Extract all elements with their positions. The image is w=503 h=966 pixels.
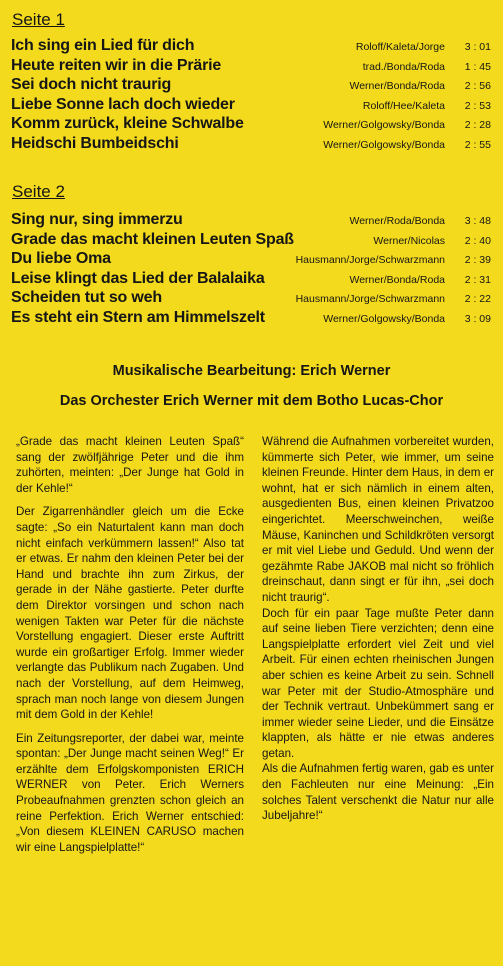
track-composers: Roloff/Hee/Kaleta	[362, 99, 445, 112]
track-row	[11, 96, 491, 116]
track-title: Sei doch nicht traurig	[11, 76, 172, 94]
track-composers: trad./Bonda/Roda	[362, 60, 445, 73]
track-row	[11, 57, 491, 77]
track-duration: 2 : 56	[464, 80, 491, 93]
track-composers: Werner/Golgowsky/Bonda	[323, 138, 445, 151]
track-title: Heidschi Bumbeidschi	[11, 134, 179, 152]
liner-paragraph: Doch für ein paar Tage mußte Peter dann auf seine lieben Tiere verzichten; denn eine Langspielplatte erfordert viel Zeit und viel Arbeit. Für einen echten rheinischen Jungen aber schien es keine Arbeit zu sein. Schnell war Peter mit der Studio-Atmosphäre und der Technik vertraut. Unbekümmert sang er immer wieder seine Lieder, und die Einsätze klappten, als hätte er nie etwas anderes getan.	[262, 606, 494, 760]
track-duration: 2 : 22	[464, 293, 491, 306]
side2-tracklist	[11, 211, 491, 329]
track-composers: Werner/Bonda/Roda	[349, 80, 445, 93]
side1-heading: Seite 1	[12, 10, 65, 29]
liner-paragraph: Als die Aufnahmen fertig waren, gab es unter den Fachleuten nur eine Meinung: „Ein solches Talent verschenkt die Natur nur alle Jubeljahre!“	[262, 762, 494, 823]
track-composers: Werner/Nicolas	[373, 234, 445, 247]
track-duration: 2 : 28	[464, 119, 491, 132]
liner-paragraph: Während die Aufnahmen vorbereitet wurden, kümmerte sich Peter, wie immer, um seine kleinen Freunde. Hinter dem Haus, in dem er wohnt, hat er sich nämlich in einem alten, ausgedienten Bus, einen kleinen Privatzoo eingerichtet. Meerschweinchen, weiße Mäuse, Kaninchen und Schildkröten versorgt er mit viel Liebe und Geduld. Und wenn der gezähmte Rabe JAKOB mal nicht so fröhlich dreinschaut, dann singt er für ihn, „sei doch nicht traurig“.	[262, 435, 494, 604]
track-duration: 2 : 39	[464, 254, 491, 267]
orchestra-credit: Das Orchester Erich Werner mit dem Botho Lucas-Chor	[59, 393, 444, 409]
track-duration: 2 : 31	[464, 273, 491, 286]
side2-heading: Seite 2	[12, 182, 65, 201]
track-row	[11, 211, 491, 231]
liner-notes-right-column	[262, 434, 494, 824]
track-duration: 3 : 09	[464, 312, 491, 325]
track-title: Sing nur, sing immerzu	[11, 211, 183, 228]
track-composers: Werner/Roda/Bonda	[349, 215, 445, 227]
liner-paragraph: „Grade das macht kleinen Leuten Spaß“ sang der zwölfjährige Peter und die ihm zuhörten, meinten: „Der Junge hat Gold in der Kehle!“	[16, 435, 244, 495]
track-row	[11, 231, 491, 251]
track-row	[11, 115, 491, 135]
track-composers: Werner/Golgowsky/Bonda	[323, 119, 445, 132]
track-title: Leise klingt das Lied der Balalaika	[11, 269, 265, 287]
track-row	[11, 37, 491, 57]
track-row	[11, 289, 491, 309]
track-title: Liebe Sonne lach doch wieder	[11, 95, 235, 113]
track-duration: 2 : 55	[464, 138, 491, 151]
liner-notes-left-column	[16, 434, 244, 863]
track-duration: 2 : 53	[464, 99, 491, 112]
track-row	[11, 76, 491, 96]
track-row	[11, 270, 491, 290]
track-composers: Werner/Golgowsky/Bonda	[323, 312, 445, 325]
track-row	[11, 309, 491, 329]
track-title: Grade das macht kleinen Leuten Spaß	[11, 230, 294, 248]
track-title: Scheiden tut so weh	[11, 289, 162, 307]
track-title: Ich sing ein Lied für dich	[11, 37, 195, 54]
track-composers: Hausmann/Jorge/Schwarzmann	[295, 293, 445, 306]
track-composers: Roloff/Kaleta/Jorge	[355, 41, 445, 53]
side1-tracklist	[11, 37, 491, 155]
track-title: Es steht ein Stern am Himmelszelt	[11, 308, 265, 326]
track-title: Du liebe Oma	[11, 250, 111, 268]
track-composers: Hausmann/Jorge/Schwarzmann	[295, 254, 445, 267]
arrangement-credit: Musikalische Bearbeitung: Erich Werner	[112, 363, 391, 379]
track-composers: Werner/Bonda/Roda	[349, 273, 445, 286]
track-row	[11, 135, 491, 155]
track-row	[11, 250, 491, 270]
liner-paragraph: Ein Zeitungsreporter, der dabei war, meinte spontan: „Der Junge macht seinen Weg!“ Er erzählte dem Erfolgskomponisten ERICH WERNER von Peter. Erich Werners Probeaufnahmen grenzten schon gleich an reine Perfektion. Erich Werner entschied: „Von diesem KLEINEN CARUSO machen wir eine Langspielplatte!“	[16, 731, 244, 854]
track-duration: 3 : 01	[464, 41, 491, 53]
track-duration: 3 : 48	[464, 215, 491, 227]
track-title: Komm zurück, kleine Schwalbe	[11, 115, 244, 133]
track-title: Heute reiten wir in die Prärie	[11, 56, 222, 74]
liner-paragraph: Der Zigarrenhändler gleich um die Ecke sagte: „So ein Naturtalent kann man doch nicht einfach verkümmern lassen!“ Also tat er etwas. Er nahm den kleinen Peter bei der Hand und brachte ihn zum Zirkus, der gerade in der Nähe gastierte. Peter durfte dem Direktor vorsingen und schon nach wenigen Takten war Peter für die nächste Vorstellung engagiert. Dieser erste Auftritt wurde ein großartiger Erfolg. Immer wieder verlangte das Publikum nach Zugaben. Und nach der Vorstellung, auf dem Heimweg, sprach man noch lange von diesem Jungen mit dem Gold in der Kehle!	[16, 505, 244, 722]
track-duration: 1 : 45	[464, 60, 491, 73]
track-duration: 2 : 40	[464, 234, 491, 247]
